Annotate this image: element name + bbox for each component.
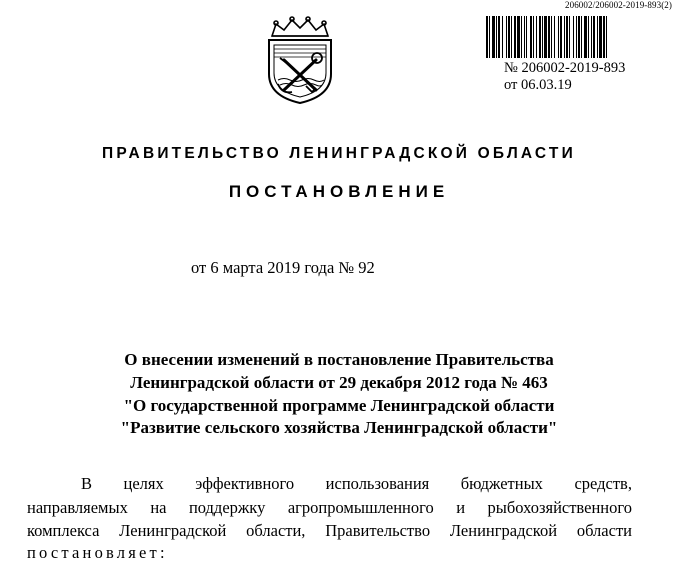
registration-date: от 06.03.19 bbox=[504, 77, 572, 93]
word: В bbox=[81, 474, 93, 493]
word: комплекса bbox=[27, 521, 100, 540]
barcode-bar bbox=[558, 16, 559, 58]
word: агропромышленного bbox=[287, 498, 434, 517]
word: Правительство bbox=[325, 521, 431, 540]
word: бюджетных bbox=[460, 474, 543, 493]
barcode-bar bbox=[564, 16, 565, 58]
barcode-bar bbox=[526, 16, 527, 58]
title-line-4: "Развитие сельского хозяйства Ленинградской области" bbox=[120, 418, 558, 437]
barcode-bar bbox=[554, 16, 555, 58]
word: на bbox=[150, 498, 167, 517]
barcode-bar bbox=[489, 16, 490, 58]
barcode-bar bbox=[492, 16, 495, 58]
barcode-bar bbox=[581, 16, 582, 58]
document-date-number: от 6 марта 2019 года № 92 bbox=[191, 258, 375, 277]
barcode-bar bbox=[496, 16, 497, 58]
barcode-bar bbox=[588, 16, 589, 58]
barcode-bar bbox=[514, 16, 516, 58]
body-line-3 bbox=[27, 521, 632, 541]
word: средств, bbox=[574, 474, 632, 493]
word: рыбохозяйственного bbox=[487, 498, 632, 517]
barcode-bar bbox=[498, 16, 500, 58]
body-line-4-decree: постановляет: bbox=[27, 543, 168, 562]
barcode-bar bbox=[548, 16, 550, 58]
barcode-bar bbox=[536, 16, 537, 58]
barcode-bar bbox=[584, 16, 587, 58]
title-line-1: О внесении изменений в постановление Правительства bbox=[124, 350, 554, 369]
registration-number: № 206002-2019-893 bbox=[504, 60, 626, 76]
barcode-bar bbox=[511, 16, 512, 58]
barcode-bar bbox=[599, 16, 602, 58]
barcode-bar bbox=[591, 16, 592, 58]
barcode-bar bbox=[508, 16, 510, 58]
word: направляемых bbox=[27, 498, 128, 517]
body-line-2 bbox=[27, 498, 632, 518]
barcode-bar bbox=[606, 16, 607, 58]
body-line-1 bbox=[81, 474, 632, 494]
word: поддержку bbox=[188, 498, 266, 517]
word: области bbox=[576, 521, 632, 540]
document-type-heading: ПОСТАНОВЛЕНИЕ bbox=[228, 182, 450, 201]
barcode-bar bbox=[517, 16, 520, 58]
title-line-3: "О государственной программе Ленинградской области bbox=[123, 396, 555, 415]
title-line-2: Ленинградской области от 29 декабря 2012 года № 463 bbox=[130, 373, 548, 392]
government-heading: ПРАВИТЕЛЬСТВО ЛЕНИНГРАДСКОЙ ОБЛАСТИ bbox=[102, 145, 576, 162]
barcode-bar bbox=[578, 16, 580, 58]
barcode-bar bbox=[597, 16, 598, 58]
barcode-bar bbox=[486, 16, 488, 58]
barcode-bar bbox=[551, 16, 552, 58]
barcode-bar bbox=[524, 16, 525, 58]
barcode-bar bbox=[521, 16, 522, 58]
barcode-bar bbox=[603, 16, 605, 58]
barcode-bar bbox=[502, 16, 503, 58]
barcode-bar bbox=[542, 16, 543, 58]
word: области, bbox=[246, 521, 306, 540]
word: Ленинградской bbox=[449, 521, 558, 540]
barcode-bar bbox=[569, 16, 570, 58]
barcode bbox=[486, 16, 672, 58]
barcode-bar bbox=[533, 16, 534, 58]
word: и bbox=[456, 498, 466, 517]
coat-of-arms-emblem bbox=[262, 16, 338, 104]
word: использования bbox=[325, 474, 430, 493]
word: целях bbox=[123, 474, 164, 493]
document-reference: 206002/206002-2019-893(2) bbox=[565, 0, 672, 10]
barcode-bar bbox=[593, 16, 595, 58]
barcode-bar bbox=[573, 16, 574, 58]
word: Ленинградской bbox=[119, 521, 227, 540]
barcode-bar bbox=[506, 16, 507, 58]
barcode-bar bbox=[566, 16, 568, 58]
barcode-bar bbox=[530, 16, 532, 58]
barcode-bar bbox=[544, 16, 547, 58]
barcode-bar bbox=[539, 16, 541, 58]
barcode-bar bbox=[576, 16, 577, 58]
word: эффективного bbox=[195, 474, 295, 493]
barcode-bar bbox=[560, 16, 562, 58]
